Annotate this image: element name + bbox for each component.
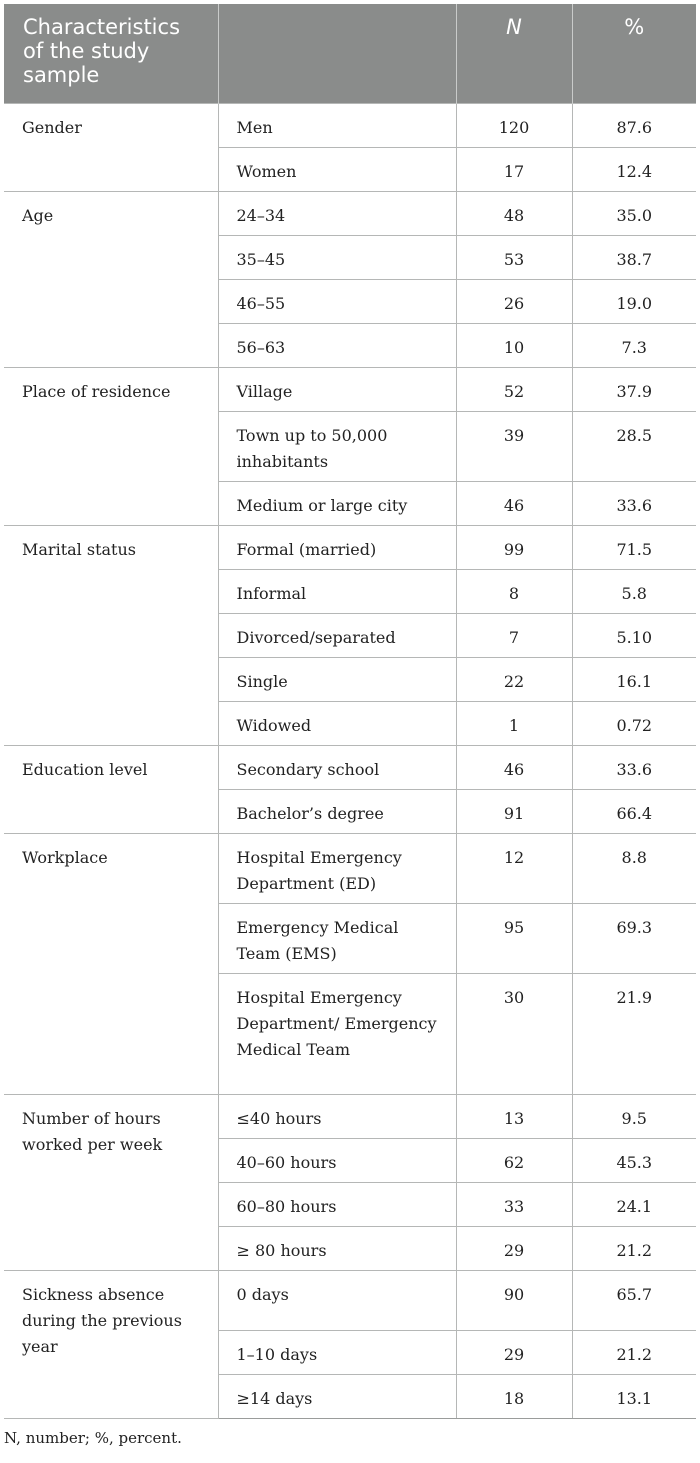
table-row — [4, 525, 696, 569]
header-category — [218, 4, 456, 103]
category-cell: 35–45 — [218, 235, 456, 279]
n-cell: 46 — [456, 481, 572, 525]
percent-cell: 71.5 — [572, 525, 696, 569]
n-cell: 95 — [456, 903, 572, 973]
n-cell: 8 — [456, 569, 572, 613]
category-cell: Women — [218, 147, 456, 191]
percent-cell: 28.5 — [572, 411, 696, 481]
n-cell: 33 — [456, 1182, 572, 1226]
percent-cell: 19.0 — [572, 279, 696, 323]
percent-cell: 37.9 — [572, 367, 696, 411]
n-cell: 30 — [456, 973, 572, 1094]
header-row — [4, 4, 696, 103]
group-label: Age — [4, 191, 218, 367]
group-label: Number of hours worked per week — [4, 1094, 218, 1270]
n-cell: 1 — [456, 701, 572, 745]
category-cell: Formal (married) — [218, 525, 456, 569]
n-cell: 26 — [456, 279, 572, 323]
category-cell: 40–60 hours — [218, 1138, 456, 1182]
n-cell: 22 — [456, 657, 572, 701]
percent-cell: 65.7 — [572, 1270, 696, 1330]
header-n: N — [456, 4, 572, 103]
category-cell: Town up to 50,000 inhabitants — [218, 411, 456, 481]
percent-cell: 8.8 — [572, 833, 696, 903]
header-characteristics: Characteristics of the study sample — [4, 4, 218, 103]
n-cell: 91 — [456, 789, 572, 833]
category-cell: Hospital Emergency Department/ Emergency Medical Team — [218, 973, 456, 1094]
n-cell: 52 — [456, 367, 572, 411]
percent-cell: 7.3 — [572, 323, 696, 367]
header-percent: % — [572, 4, 696, 103]
category-cell: Men — [218, 103, 456, 147]
group-label: Gender — [4, 103, 218, 191]
n-cell: 62 — [456, 1138, 572, 1182]
percent-cell: 16.1 — [572, 657, 696, 701]
table-row — [4, 191, 696, 235]
n-cell: 29 — [456, 1226, 572, 1270]
n-cell: 99 — [456, 525, 572, 569]
n-cell: 53 — [456, 235, 572, 279]
category-cell: 46–55 — [218, 279, 456, 323]
n-cell: 90 — [456, 1270, 572, 1330]
category-cell: ≥14 days — [218, 1374, 456, 1418]
group-label: Education level — [4, 745, 218, 833]
category-cell: Informal — [218, 569, 456, 613]
n-cell: 29 — [456, 1330, 572, 1374]
category-cell: Hospital Emergency Department (ED) — [218, 833, 456, 903]
category-cell: Widowed — [218, 701, 456, 745]
category-cell: 0 days — [218, 1270, 456, 1330]
category-cell: Emergency Medical Team (EMS) — [218, 903, 456, 973]
percent-cell: 0.72 — [572, 701, 696, 745]
n-cell: 7 — [456, 613, 572, 657]
group-label: Marital status — [4, 525, 218, 745]
percent-cell: 45.3 — [572, 1138, 696, 1182]
n-cell: 120 — [456, 103, 572, 147]
n-cell: 13 — [456, 1094, 572, 1138]
category-cell: Divorced/separated — [218, 613, 456, 657]
category-cell: Single — [218, 657, 456, 701]
table-row — [4, 1270, 696, 1330]
group-label: Place of residence — [4, 367, 218, 525]
n-cell: 10 — [456, 323, 572, 367]
percent-cell: 33.6 — [572, 481, 696, 525]
n-cell: 17 — [456, 147, 572, 191]
category-cell: Village — [218, 367, 456, 411]
table-row — [4, 745, 696, 789]
percent-cell: 5.8 — [572, 569, 696, 613]
percent-cell: 21.9 — [572, 973, 696, 1094]
percent-cell: 5.10 — [572, 613, 696, 657]
category-cell: Secondary school — [218, 745, 456, 789]
percent-cell: 69.3 — [572, 903, 696, 973]
category-cell: Medium or large city — [218, 481, 456, 525]
n-cell: 48 — [456, 191, 572, 235]
percent-cell: 21.2 — [572, 1226, 696, 1270]
category-cell: 60–80 hours — [218, 1182, 456, 1226]
table-row — [4, 367, 696, 411]
percent-cell: 33.6 — [572, 745, 696, 789]
percent-cell: 9.5 — [572, 1094, 696, 1138]
percent-cell: 24.1 — [572, 1182, 696, 1226]
category-cell: ≤40 hours — [218, 1094, 456, 1138]
percent-cell: 21.2 — [572, 1330, 696, 1374]
percent-cell: 87.6 — [572, 103, 696, 147]
n-cell: 39 — [456, 411, 572, 481]
characteristics-table — [4, 4, 696, 1419]
percent-cell: 38.7 — [572, 235, 696, 279]
category-cell: Bachelor’s degree — [218, 789, 456, 833]
table-footnote: N, number; %, percent. — [4, 1429, 182, 1447]
percent-cell: 35.0 — [572, 191, 696, 235]
n-cell: 46 — [456, 745, 572, 789]
percent-cell: 13.1 — [572, 1374, 696, 1418]
percent-cell: 66.4 — [572, 789, 696, 833]
group-label: Sickness absence during the previous year — [4, 1270, 218, 1418]
n-cell: 12 — [456, 833, 572, 903]
table-row — [4, 1094, 696, 1138]
category-cell: ≥ 80 hours — [218, 1226, 456, 1270]
n-cell: 18 — [456, 1374, 572, 1418]
group-label: Workplace — [4, 833, 218, 1094]
category-cell: 56–63 — [218, 323, 456, 367]
category-cell: 1–10 days — [218, 1330, 456, 1374]
table-row — [4, 103, 696, 147]
table-row — [4, 833, 696, 903]
percent-cell: 12.4 — [572, 147, 696, 191]
category-cell: 24–34 — [218, 191, 456, 235]
